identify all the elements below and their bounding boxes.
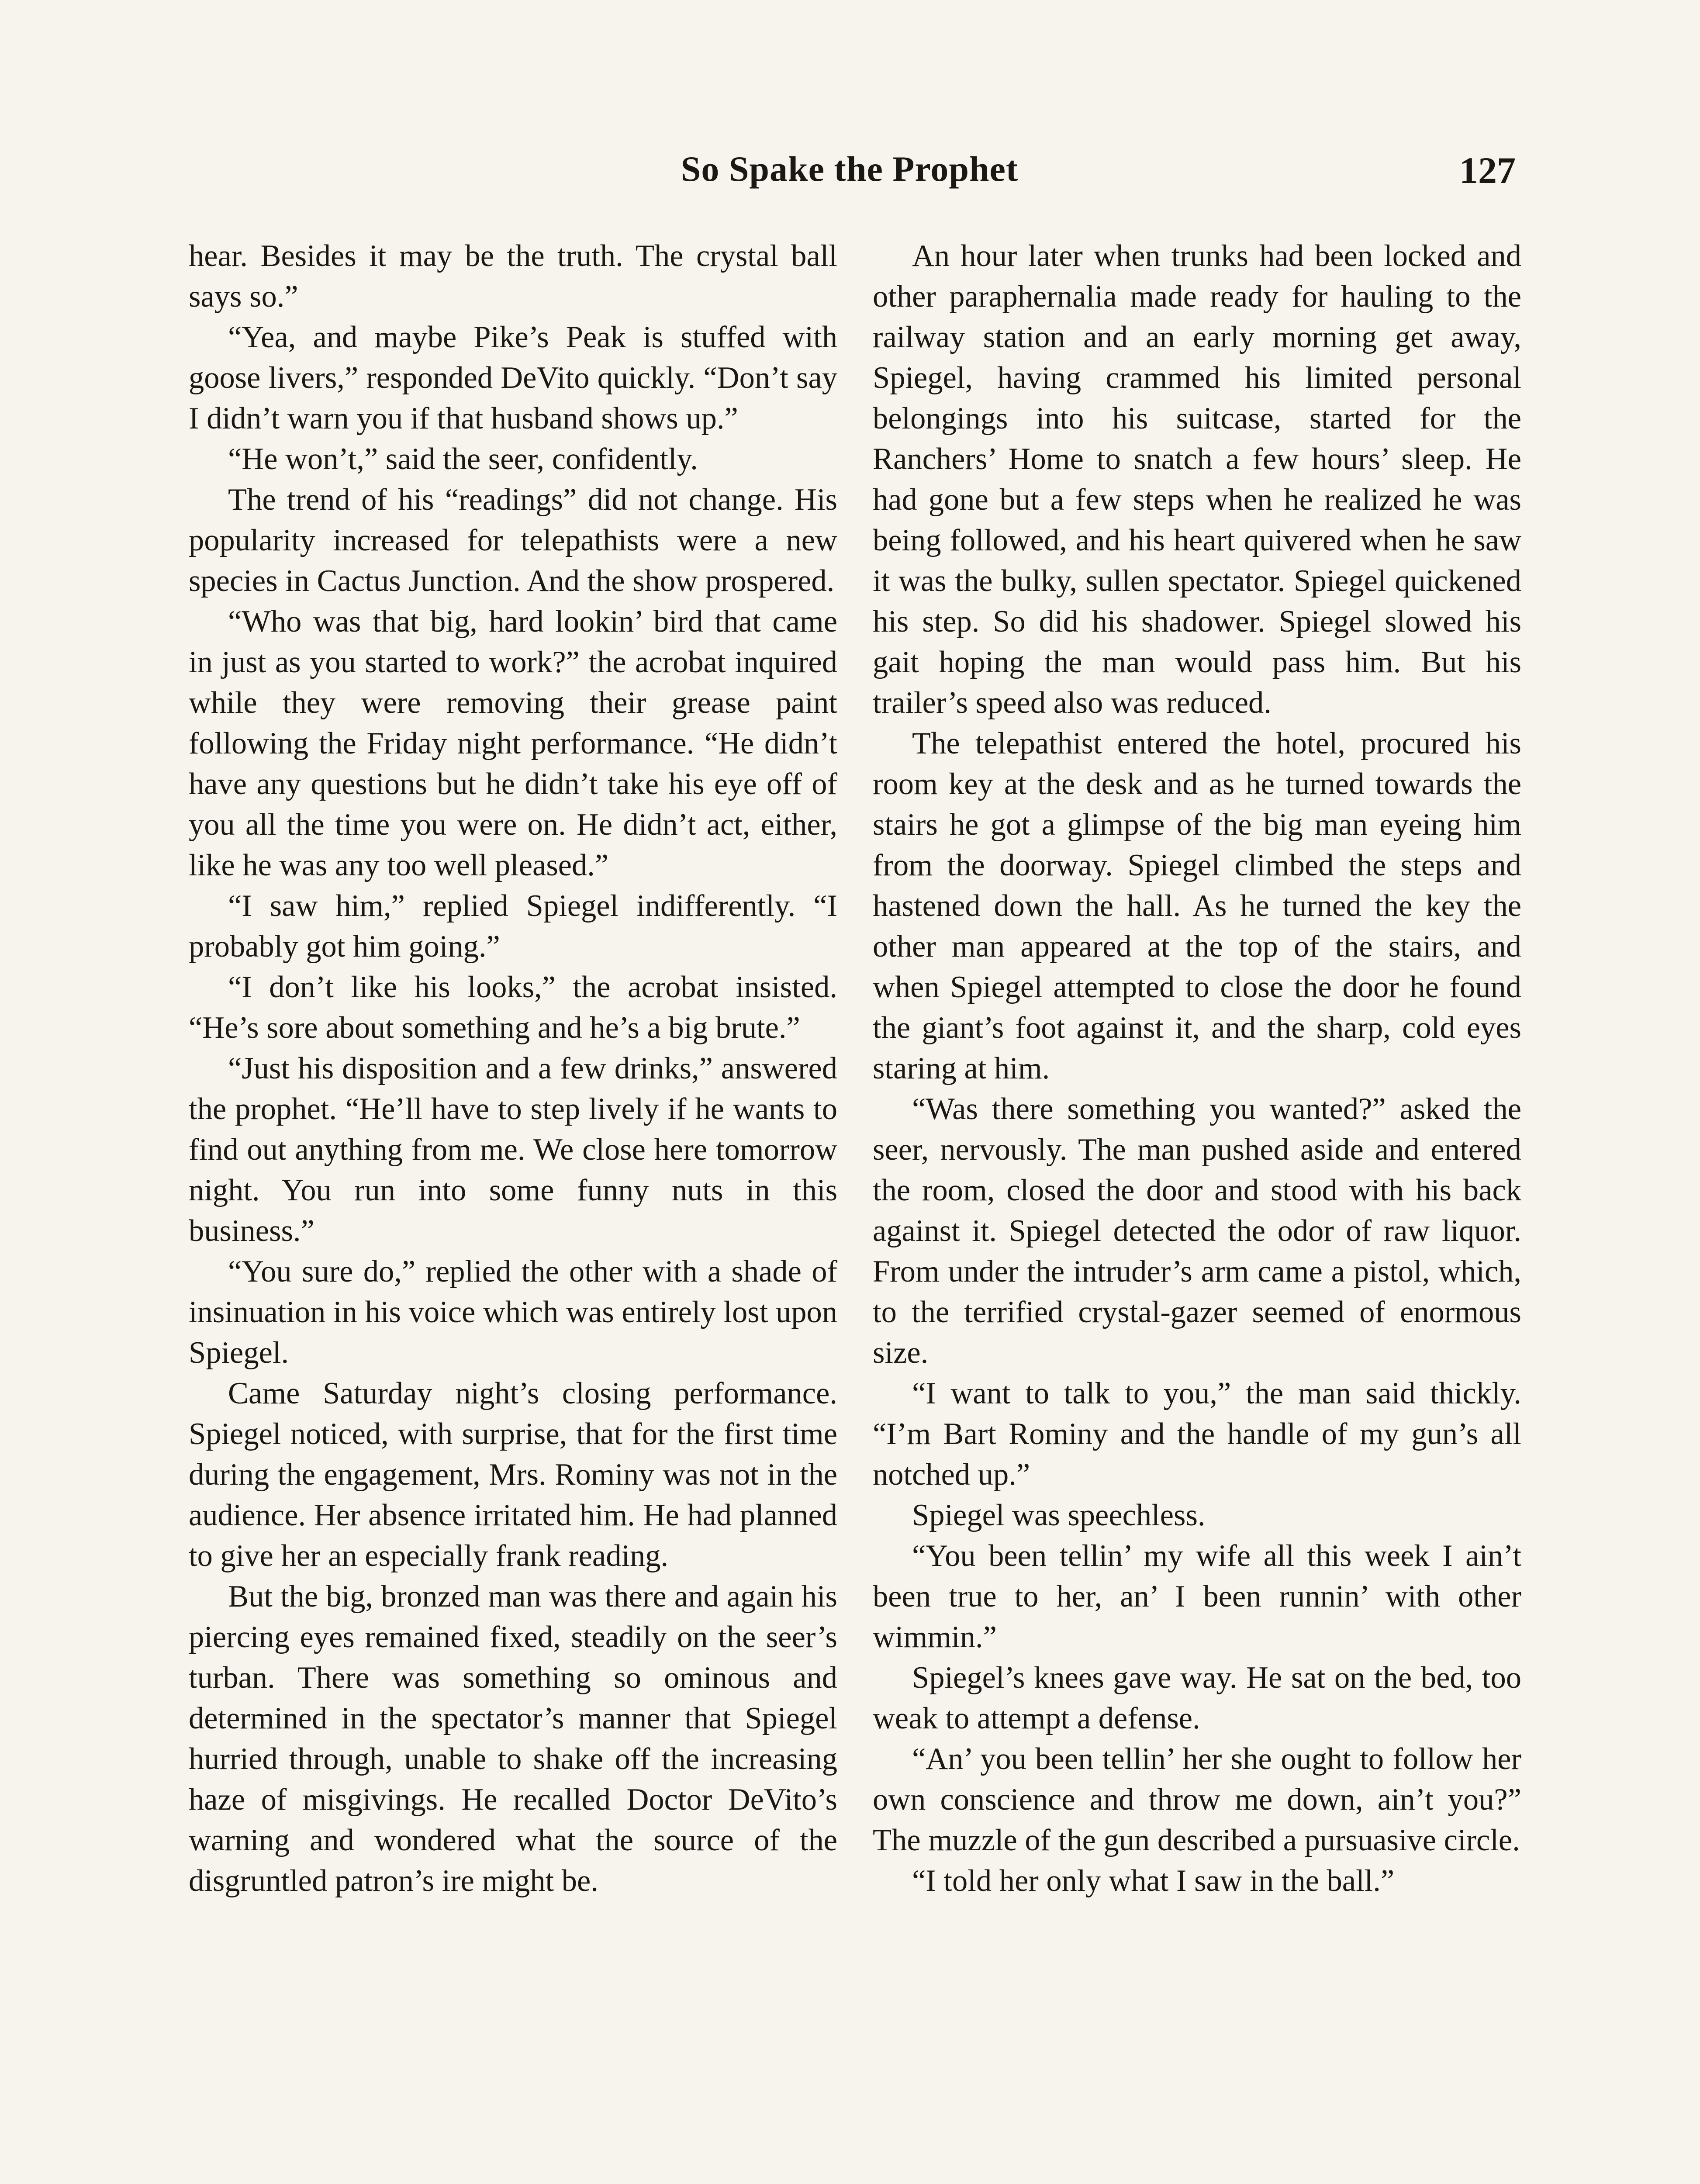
paragraph: Spiegel was speechless.: [912, 1498, 1206, 1532]
page-header: [183, 149, 1516, 197]
paragraph: “He won’t,” said the seer, confidently.: [228, 442, 698, 476]
right-column: [873, 236, 1521, 1901]
page-number: 127: [1459, 149, 1516, 191]
paragraph: The telepathist entered the hotel, procured his room key at the desk and as he turned towards the stairs he got a glimpse of the big man eyeing him from the doorway. Spiegel climbed the steps and hastened down the hall. As he turned the key the other man appeared at the top of the stairs, and when Spiegel attempted to close the door he found the giant’s foot against it, and the sharp, cold eyes staring at him.: [873, 726, 1521, 1085]
paragraph: “I don’t like his looks,” the acrobat insisted. “He’s sore about something and he’s a big brute.”: [189, 970, 837, 1045]
paragraph: Came Saturday night’s closing performance. Spiegel noticed, with surprise, that for the first time during the engagement, Mrs. Rominy was not in the audience. Her absence irritated him. He had planned to give her an especially frank reading.: [189, 1376, 837, 1573]
paragraph: hear. Besides it may be the truth. The crystal ball says so.”: [189, 239, 837, 314]
paragraph: “I want to talk to you,” the man said thickly. “I’m Bart Rominy and the handle of my gun’s all notched up.”: [873, 1376, 1521, 1492]
paragraph: “Was there something you wanted?” asked the seer, nervously. The man pushed aside and entered the room, closed the door and stood with his back against it. Spiegel detected the odor of raw liquor. From under the intruder’s arm came a pistol, which, to the terrified crystal-gazer seemed of enormous size.: [873, 1092, 1521, 1370]
paragraph: “You been tellin’ my wife all this week I ain’t been true to her, an’ I been runnin’ with other wimmin.”: [873, 1539, 1521, 1654]
left-column: [189, 236, 837, 1901]
paragraph: “Who was that big, hard lookin’ bird that came in just as you started to work?” the acrobat inquired while they were removing their grease paint following the Friday night performance. “He didn’t have any questions but he didn’t take his eye off of you all the time you were on. He didn’t act, either, like he was any too well pleased.”: [189, 605, 837, 882]
paragraph: “I told her only what I saw in the ball.”: [912, 1864, 1395, 1898]
paragraph: “I saw him,” replied Spiegel indifferently. “I probably got him going.”: [189, 889, 837, 964]
paragraph: “You sure do,” replied the other with a shade of insinuation in his voice which was entirely lost upon Spiegel.: [189, 1254, 837, 1370]
paragraph: “Just his disposition and a few drinks,” answered the prophet. “He’ll have to step lively if he wants to find out anything from me. We close here tomorrow night. You run into some funny nuts in this business.”: [189, 1051, 837, 1248]
paragraph: The trend of his “readings” did not change. His popularity increased for telepathists were a new species in Cactus Junction. And the show prospered.: [189, 483, 837, 598]
paragraph: “Yea, and maybe Pike’s Peak is stuffed with goose livers,” responded DeVito quickly. “Don’t say I didn’t warn you if that husband shows up.”: [189, 320, 837, 435]
running-title: So Spake the Prophet: [681, 149, 1019, 189]
paragraph: Spiegel’s knees gave way. He sat on the bed, too weak to attempt a defense.: [873, 1661, 1521, 1735]
paragraph: But the big, bronzed man was there and again his piercing eyes remained fixed, steadily on the seer’s turban. There was something so ominous and determined in the spectator’s manner that Spiegel hurried through, unable to shake off the increasing haze of misgivings. He recalled Doctor DeVito’s warning and wondered what the source of the disgruntled patron’s ire might be.: [189, 1579, 837, 1898]
paragraph: “An’ you been tellin’ her she ought to follow her own conscience and throw me down, ain’t you?” The muzzle of the gun described a pursuasive circle.: [873, 1742, 1521, 1857]
paragraph: An hour later when trunks had been locked and other paraphernalia made ready for hauling to the railway station and an early morning get away, Spiegel, having crammed his limited personal belongings into his suitcase, started for the Ranchers’ Home to snatch a few hours’ sleep. He had gone but a few steps when he realized he was being followed, and his heart quivered when he saw it was the bulky, sullen spectator. Spiegel quickened his step. So did his shadower. Spiegel slowed his gait hoping the man would pass him. But his trailer’s speed also was reduced.: [873, 239, 1521, 720]
